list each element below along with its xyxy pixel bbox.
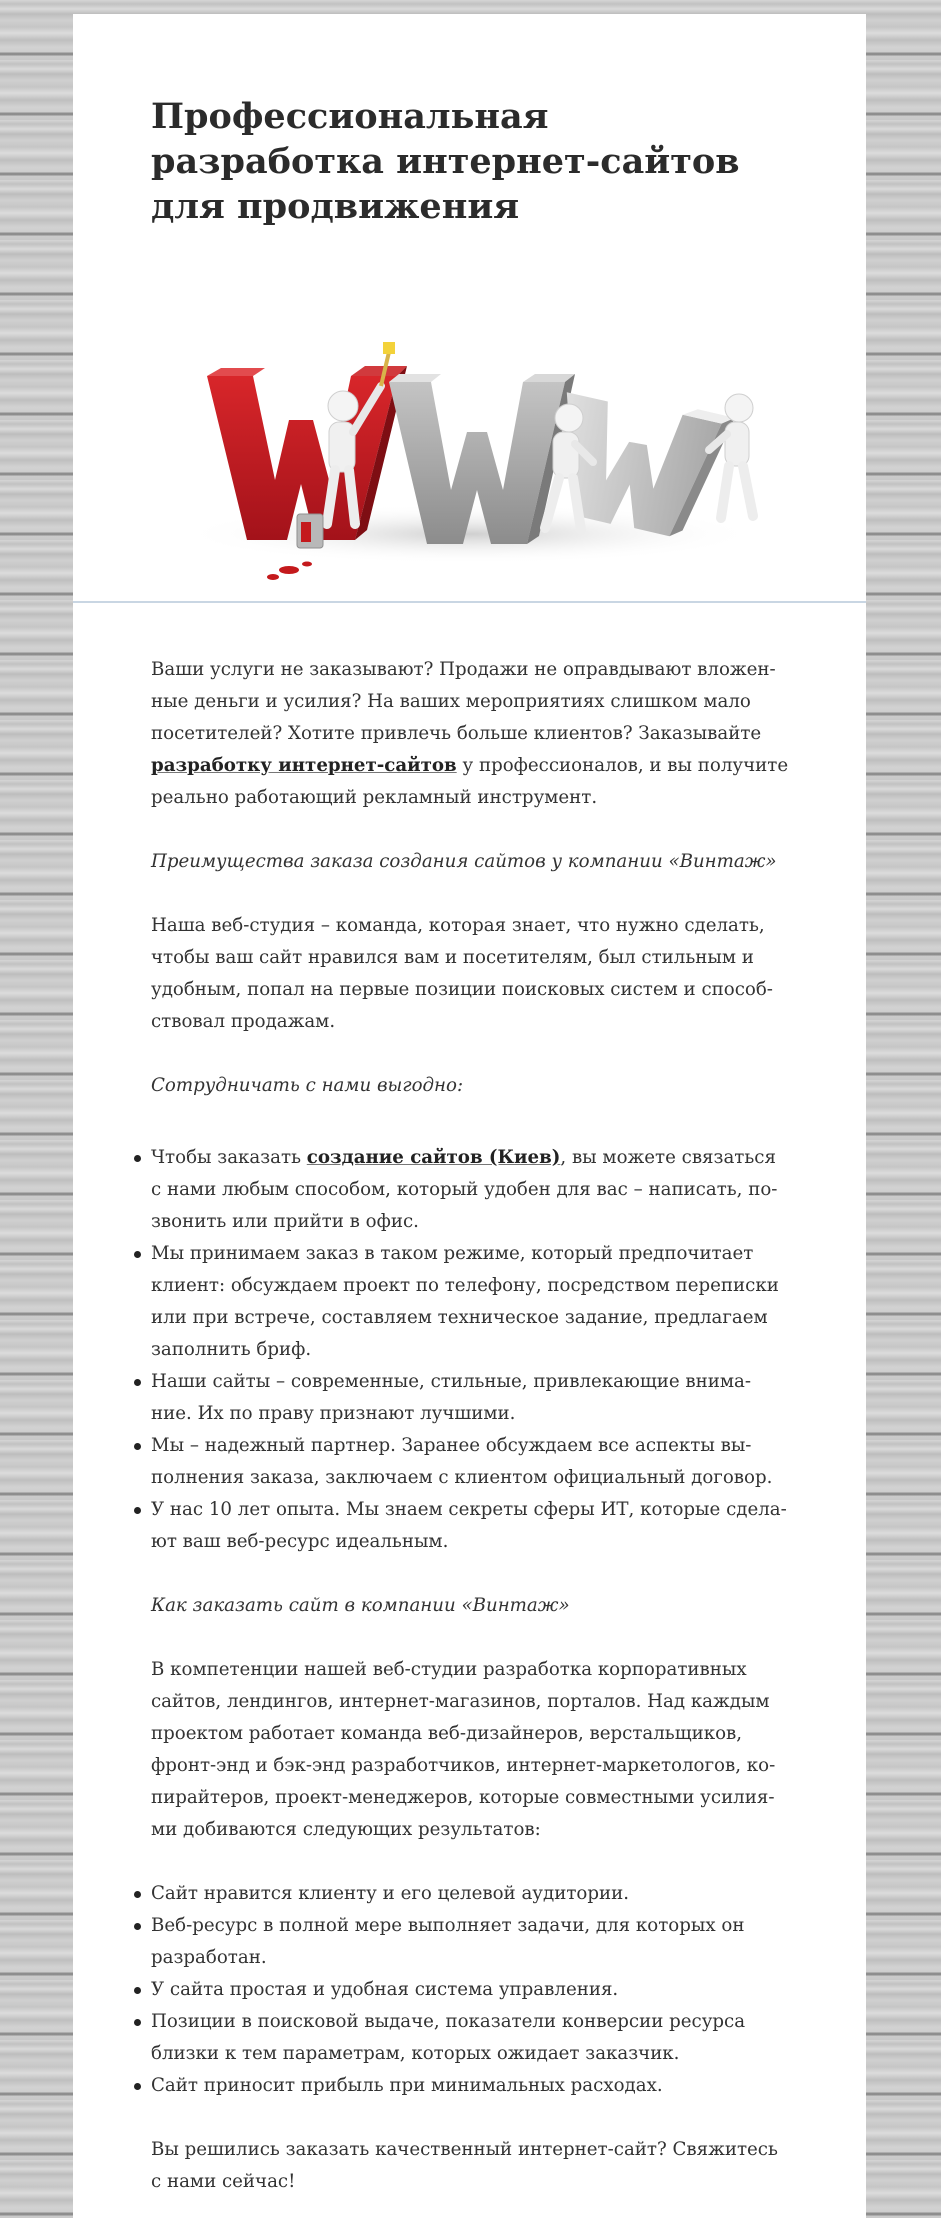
studio-paragraph: Наша веб-студия – команда, которая знает, что нужно сделать, чтобы ваш сайт нравился вам и посетителям, был стильным и удобным, попал на первые позиции поисковых систем и способ-ствовал продажам.	[151, 915, 773, 1032]
intro-text-1: Ваши услуги не заказывают? Продажи не оправдывают вложен-ные деньги и усилия? На ваших мероприятиях слишком мало посетителей? Хотите привлечь больше клиентов? Заказывайте	[151, 659, 776, 744]
list-item: Мы принимаем заказ в таком режиме, который предпочитает клиент: обсуждаем проект по телефону, посредством переписки или при встрече, составляем техническое задание, предлагаем заполнить бриф.	[151, 1238, 791, 1366]
list-item	[151, 1142, 791, 1238]
title-line-2: разработка интернет-сайтов	[151, 141, 740, 182]
heading-cooperate	[151, 1070, 791, 1102]
list-item: У нас 10 лет опыта. Мы знаем секреты сферы ИТ, которые сдела-ют ваш веб-ресурс идеальным.	[151, 1494, 791, 1558]
intro-paragraph	[151, 654, 791, 814]
closing-paragraph: Вы решились заказать качественный интернет-сайт? Свяжитесь с нами сейчас!	[151, 2139, 778, 2192]
list-item: Наши сайты – современные, стильные, привлекающие внима-ние. Их по праву признают лучшими.	[151, 1366, 791, 1430]
page-title	[151, 94, 791, 229]
benefit-1-text-a: Чтобы заказать	[151, 1147, 307, 1168]
heading-order-text: Как заказать сайт в компании «Винтаж»	[151, 1595, 570, 1616]
heading-order	[151, 1590, 791, 1622]
benefit-1-text-b: , вы можете связаться с нами любым способом, который удобен для вас – написать, по-звонить или прийти в офис.	[151, 1147, 778, 1232]
list-item: Мы – надежный партнер. Заранее обсуждаем все аспекты вы-полнения заказа, заключаем с клиентом официальный договор.	[151, 1430, 791, 1494]
competence-paragraph: В компетенции нашей веб-студии разработка корпоративных сайтов, лендингов, интернет-магазинов, порталов. Над каждым проектом работает команда веб-дизайнеров, верстальщиков, фронт-энд и бэк-энд разработчиков, интернет-маркетологов, ко-пирайтеров, проект-менеджеров, которые совместными усилия-ми добиваются следующих результатов:	[151, 1659, 776, 1840]
list-item: Сайт нравится клиенту и его целевой аудитории.	[151, 1878, 791, 1910]
heading-advantages	[151, 846, 791, 878]
heading-advantages-text: Преимущества заказа создания сайтов у компании «Винтаж»	[151, 851, 777, 872]
site-creation-kiev-link[interactable]: создание сайтов (Киев)	[306, 1147, 561, 1168]
heading-cooperate-text: Сотрудничать с нами выгодно:	[151, 1075, 464, 1096]
web-development-link[interactable]: разработку интернет-сайтов	[151, 755, 457, 776]
intro-text-2: у профессионалов, и вы получите реально работающий рекламный инструмент.	[151, 755, 789, 808]
benefits-list	[151, 1142, 791, 1558]
hero-divider	[73, 601, 866, 603]
article-body	[151, 654, 791, 2198]
list-item: Веб-ресурс в полной мере выполняет задачи, для которых он разработан.	[151, 1910, 791, 1974]
list-item: У сайта простая и удобная система управления.	[151, 1974, 791, 2006]
title-line-1: Профессиональная	[151, 96, 549, 137]
results-list	[151, 1878, 791, 2102]
hero-www-illustration	[169, 294, 769, 599]
list-item: Позиции в поисковой выдаче, показатели конверсии ресурса близки к тем параметрам, которых ожидает заказчик.	[151, 2006, 791, 2070]
title-line-3: для продвижения	[151, 186, 520, 227]
list-item: Сайт приносит прибыль при минимальных расходах.	[151, 2070, 791, 2102]
article-page	[73, 14, 866, 2218]
